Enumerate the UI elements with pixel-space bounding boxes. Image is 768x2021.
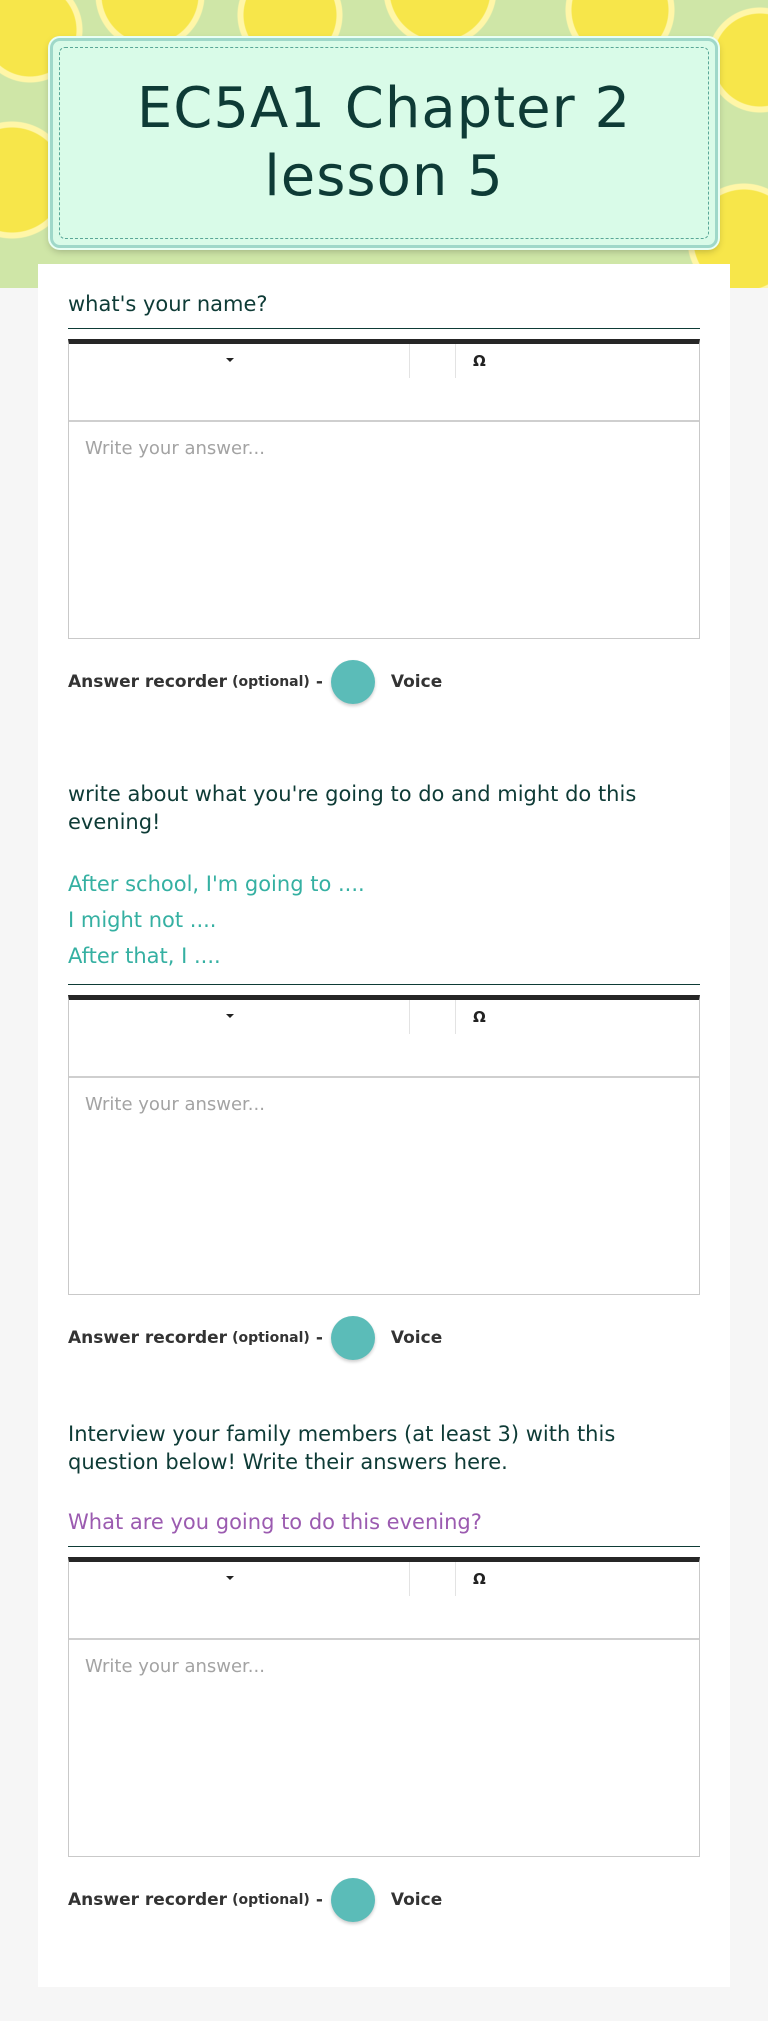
question-prompt: write about what you're going to do and might do this evening!: [68, 782, 637, 834]
title-card-border: [59, 47, 709, 239]
editor-toolbar: [69, 1000, 699, 1078]
omega-icon[interactable]: Ω: [473, 352, 486, 370]
answer-recorder: [68, 1315, 700, 1361]
chevron-down-icon: [226, 1576, 234, 1580]
hint-line: After that, I ....: [68, 944, 221, 968]
format-dropdown[interactable]: [69, 1000, 410, 1034]
format-dropdown[interactable]: [69, 1562, 410, 1596]
chevron-down-icon: [226, 358, 234, 362]
omega-icon[interactable]: Ω: [473, 1570, 486, 1588]
divider: [68, 1546, 700, 1547]
recorder-dash: -: [315, 1328, 323, 1348]
recorder-dash: -: [315, 672, 323, 692]
answer-editor: [68, 339, 700, 639]
editor-toolbar: [69, 344, 699, 422]
divider: [68, 984, 700, 985]
answer-input[interactable]: Write your answer...: [85, 438, 265, 459]
hint-line: I might not ....: [68, 908, 217, 932]
answer-recorder: [68, 659, 700, 705]
recorder-label: Answer recorder: [68, 1328, 228, 1348]
voice-button[interactable]: Voice: [390, 1890, 443, 1910]
title-card: [50, 38, 718, 248]
toolbar-button[interactable]: [409, 344, 456, 378]
toolbar-button[interactable]: [409, 1562, 456, 1596]
recorder-label: Answer recorder: [68, 1890, 228, 1910]
question-evening-plans: [68, 780, 700, 1361]
chevron-down-icon: [226, 1014, 234, 1018]
recorder-optional: (optional): [232, 674, 310, 690]
toolbar-button[interactable]: [409, 1000, 456, 1034]
voice-button[interactable]: Voice: [390, 1328, 443, 1348]
microphone-icon[interactable]: [331, 1878, 375, 1922]
recorder-optional: (optional): [232, 1330, 310, 1346]
question-prompt: what's your name?: [68, 292, 268, 316]
microphone-icon[interactable]: [331, 660, 375, 704]
microphone-icon[interactable]: [331, 1316, 375, 1360]
divider: [68, 328, 700, 329]
page-title: EC5A1 Chapter 2 lesson 5: [136, 76, 632, 209]
format-dropdown[interactable]: [69, 344, 410, 378]
hint-line: After school, I'm going to ....: [68, 872, 365, 896]
answer-editor: [68, 995, 700, 1295]
omega-icon[interactable]: Ω: [473, 1008, 486, 1026]
answer-input[interactable]: Write your answer...: [85, 1656, 265, 1677]
recorder-dash: -: [315, 1890, 323, 1910]
answer-editor: [68, 1557, 700, 1857]
recorder-label: Answer recorder: [68, 672, 228, 692]
answer-recorder: [68, 1877, 700, 1923]
question-prompt: Interview your family members (at least 3) with this question below! Write their answers here.: [68, 1422, 616, 1474]
answer-input[interactable]: Write your answer...: [85, 1094, 265, 1115]
worksheet: [38, 264, 730, 1987]
recorder-optional: (optional): [232, 1892, 310, 1908]
voice-button[interactable]: Voice: [390, 672, 443, 692]
question-name: [68, 290, 700, 705]
hint-line: What are you going to do this evening?: [68, 1510, 482, 1534]
question-family-interview: [68, 1420, 700, 1923]
editor-toolbar: [69, 1562, 699, 1640]
